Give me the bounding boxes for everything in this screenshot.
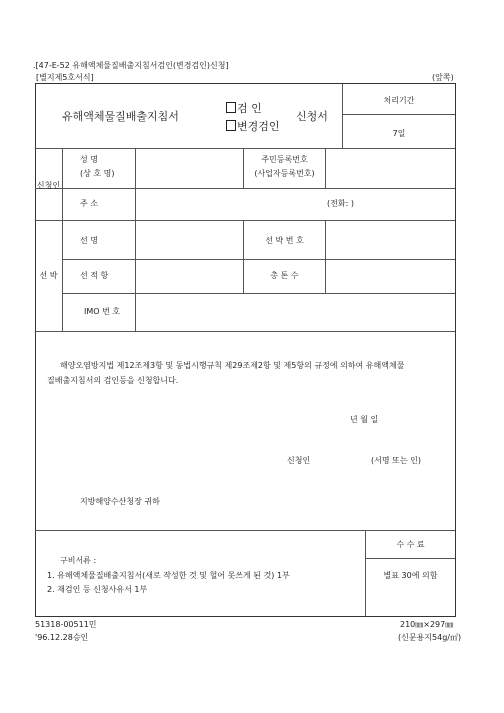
ship-section: 선 박 bbox=[39, 271, 58, 280]
document-reference: .[47-E-52 유해액체물질배출지침서검인(변경검인)신청] bbox=[33, 61, 229, 70]
approval-date: '96.12.28승인 bbox=[35, 633, 89, 642]
phone-label: (전화: ) bbox=[327, 199, 354, 208]
business-number-label: (사업자등록번호) bbox=[254, 169, 315, 178]
processing-period-value: 7일 bbox=[392, 129, 406, 138]
resident-number-label: 주민등록번호 bbox=[261, 155, 308, 164]
fee-value: 별표 30에 의함 bbox=[383, 571, 438, 580]
applicant-section: 신청인 bbox=[36, 181, 61, 190]
change-inspection-checkbox bbox=[226, 120, 236, 131]
required-docs-title: 구비서류 : bbox=[60, 556, 97, 565]
page-side: (앞쪽) bbox=[432, 73, 454, 82]
required-doc-1: 1. 유해액체물질배출지침서(새로 작성한 것 및 헐어 못쓰게 된 것) 1부 bbox=[47, 571, 290, 580]
signature-note: (서명 또는 인) bbox=[371, 456, 421, 465]
date-line: 년 월 일 bbox=[350, 415, 379, 424]
name-label: 성 명 bbox=[80, 155, 98, 164]
paper-size: 210㎜×297㎜ bbox=[400, 620, 454, 629]
change-inspection-option: 변경검인 bbox=[226, 120, 280, 133]
application-text-line1: 해양오염방지법 제12조제3항 및 동법시행규칙 제29조제2항 및 제5항의 규정에 의하여 유해액체물 bbox=[60, 361, 405, 370]
form-number: [별지제5호서식] bbox=[36, 73, 94, 82]
port-of-registry-label: 선 적 항 bbox=[80, 271, 109, 280]
required-doc-2: 2. 재검인 등 신청사유서 1부 bbox=[47, 585, 148, 594]
processing-period-label: 처리기간 bbox=[383, 96, 415, 105]
address-label: 주 소 bbox=[80, 199, 98, 208]
ship-number-label: 선 박 번 호 bbox=[265, 236, 304, 245]
imo-number-label: IMO 번 호 bbox=[84, 307, 121, 316]
application-text-line2: 질배출지침서의 검인등을 신청합니다. bbox=[47, 376, 179, 385]
recipient: 지방해양수산청장 귀하 bbox=[80, 497, 160, 506]
document-title: 유해액체물질배출지침서 bbox=[62, 110, 179, 123]
form-code: 51318-00511민 bbox=[35, 620, 97, 629]
gross-tonnage-label: 총 톤 수 bbox=[270, 271, 299, 280]
application-suffix: 신청서 bbox=[296, 110, 328, 123]
inspection-option: 검 인 bbox=[226, 102, 262, 115]
applicant-signature-label: 신청인 bbox=[287, 456, 311, 465]
paper-type: (신문용지54g/㎡) bbox=[398, 633, 462, 642]
trade-name-label: (상 호 명) bbox=[80, 169, 115, 178]
ship-name-label: 선 명 bbox=[80, 236, 98, 245]
fee-label: 수 수 료 bbox=[396, 540, 425, 549]
inspection-checkbox bbox=[226, 102, 236, 113]
